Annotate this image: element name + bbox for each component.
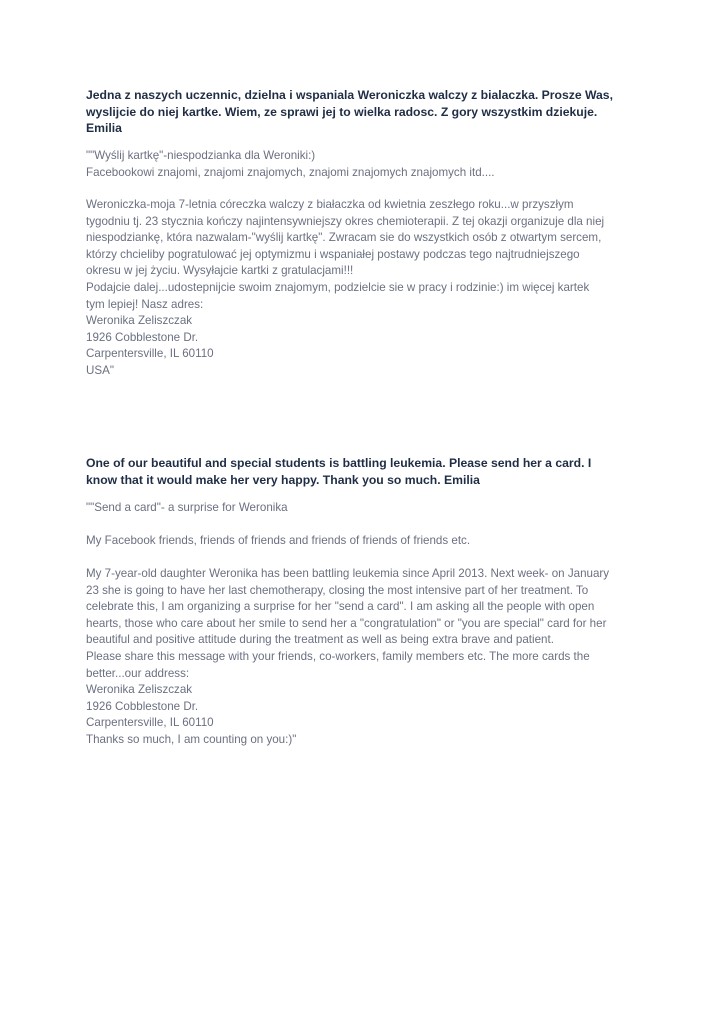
english-address-name: Weronika Zeliszczak [86, 683, 193, 697]
polish-body-line: niespodziankę, która nazwalam-"wyślij kartkę". Zwracam sie do wszystkich osób z otwartym sercem, [86, 231, 602, 245]
english-greeting [86, 533, 642, 550]
english-body-line: My 7-year-old daughter Weronika has been battling leukemia since April 2013. Next week- on January [86, 567, 610, 580]
polish-body-line: tygodniu tj. 23 stycznia kończy najintensywniejszy okres chemioterapii. Z tej okazji organizuje dla niej [86, 214, 605, 228]
polish-address-country: USA" [86, 363, 114, 377]
polish-body-line: okresu w jej życiu. Wysyłajcie kartki z gratulacjami!!! [86, 264, 354, 278]
polish-body-line: tym lepiej! Nasz adres: [86, 297, 204, 311]
english-heading [86, 455, 642, 488]
english-subtitle [86, 500, 642, 517]
english-address-street: 1926 Cobblestone Dr. [86, 699, 199, 713]
english-heading-line: know that it would make her very happy. Thank you so much. Emilia [86, 472, 480, 487]
english-body-line: better...our address: [86, 666, 190, 680]
english-body [86, 566, 642, 749]
polish-body [86, 197, 642, 380]
english-subtitle-line: ""Send a card"- a surprise for Weronika [86, 501, 288, 514]
english-address-city: Carpentersville, IL 60110 [86, 716, 214, 730]
polish-intro [86, 148, 642, 181]
english-body-line: hearts, those who care about her smile to send her a "congratulation" or "you are special" card for her [86, 616, 607, 630]
polish-heading-line: wyslijcie do niej kartke. Wiem, ze sprawi jej to wielka radosc. Z gory wszystkim dziekuje. [86, 104, 598, 119]
english-body-line: beautiful and positive attitude during the treatment as well as being extra brave and patient. [86, 633, 554, 647]
polish-address-street: 1926 Cobblestone Dr. [86, 330, 199, 344]
polish-intro-line: ""Wyślij kartkę"-niespodzianka dla Weroniki:) [86, 149, 316, 162]
polish-heading-line: Jedna z naszych uczennic, dzielna i wspaniala Weroniczka walczy z bialaczka. Prosze Was, [86, 88, 613, 102]
polish-intro-line: Facebookowi znajomi, znajomi znajomych, znajomi znajomych znajomych itd.... [86, 165, 495, 179]
english-heading-line: One of our beautiful and special students is battling leukemia. Please send her a card. I [86, 456, 592, 470]
polish-heading [86, 87, 642, 137]
english-greeting-line: My Facebook friends, friends of friends and friends of friends of friends etc. [86, 534, 471, 547]
english-body-line: celebrate this, I am organizing a surprise for her "send a card". I am asking all the people with open [86, 600, 595, 614]
polish-body-line: którzy chcieliby pogratulować jej optymizmu i wspaniałej postawy podczas tego najtrudniejszego [86, 247, 580, 261]
english-body-line: 23 she is going to have her last chemotherapy, closing the most intensive part of her treatment. To [86, 583, 589, 597]
english-closing-line: Thanks so much, I am counting on you:)" [86, 732, 297, 746]
polish-heading-line: Emilia [86, 121, 122, 135]
polish-address-name: Weronika Zeliszczak [86, 314, 193, 328]
polish-body-line: Podajcie dalej...udostepnijcie swoim znajomym, podzielcie sie w pracy i rodzinie:) im więcej kartek [86, 280, 590, 294]
polish-address-city: Carpentersville, IL 60110 [86, 347, 214, 361]
english-body-line: Please share this message with your friends, co-workers, family members etc. The more cards the [86, 649, 590, 663]
polish-body-line: Weroniczka-moja 7-letnia córeczka walczy z białaczka od kwietnia zeszłego roku...w przyszłym [86, 198, 574, 211]
